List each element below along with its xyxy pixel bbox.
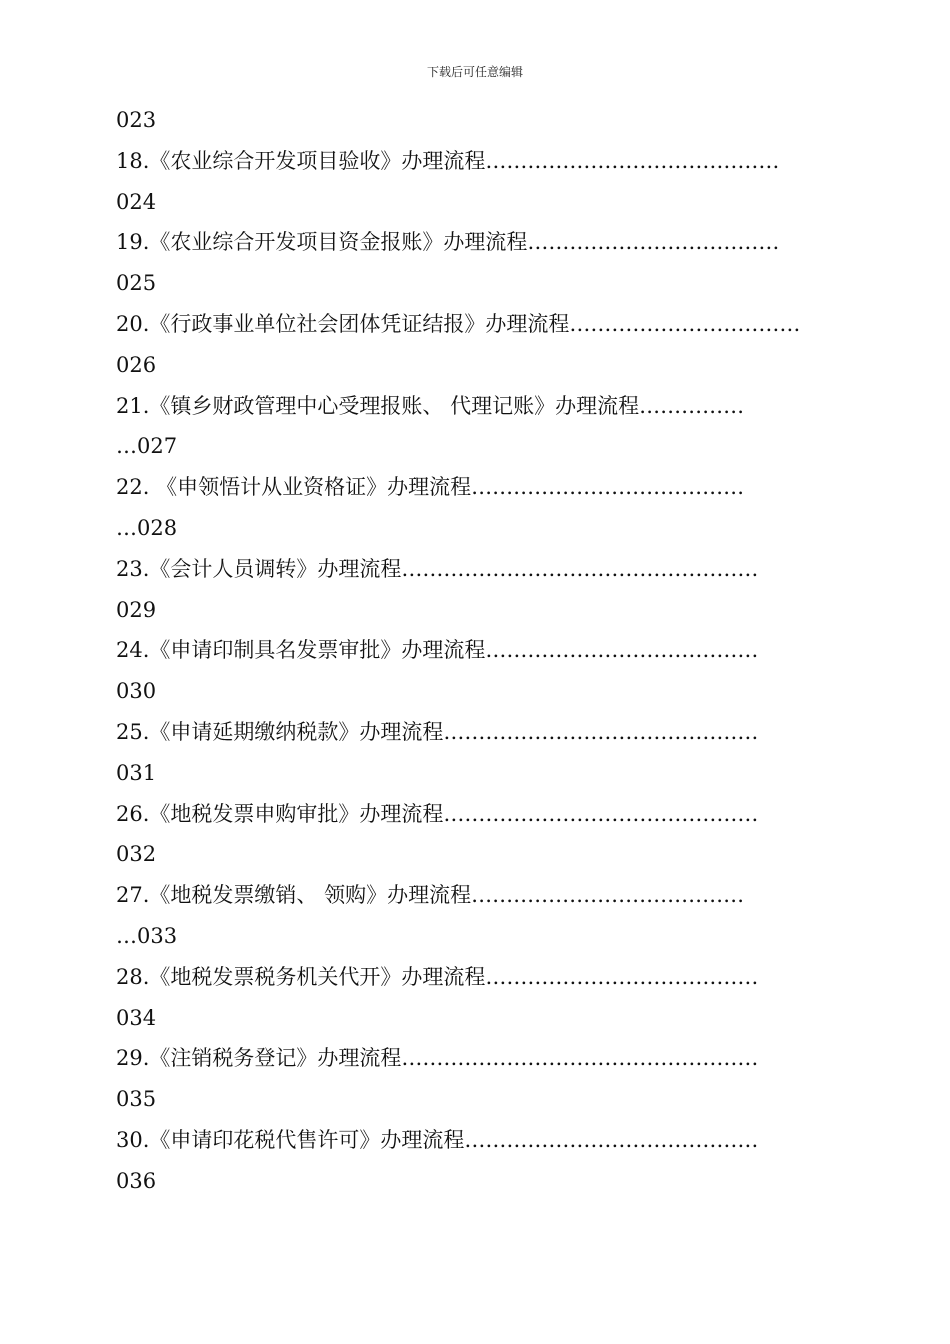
toc-page-number: 035 bbox=[116, 1087, 157, 1112]
toc-entry: 26.《地税发票申购审批》办理流程……………………………………… bbox=[116, 801, 759, 826]
page-header: 下载后可任意编辑 bbox=[426, 65, 523, 79]
toc-entry: 22. 《申领悟计从业资格证》办理流程………………………………… bbox=[116, 475, 745, 500]
toc-page-number: 036 bbox=[116, 1168, 157, 1193]
toc-entry: 25.《申请延期缴纳税款》办理流程……………………………………… bbox=[116, 719, 759, 744]
toc-page-number: 031 bbox=[116, 760, 157, 785]
toc-entry: 18.《农业综合开发项目验收》办理流程…………………………………… bbox=[116, 148, 780, 173]
toc-page-number: 024 bbox=[116, 189, 157, 214]
toc-entry: 30.《申请印花税代售许可》办理流程…………………………………… bbox=[116, 1127, 759, 1152]
toc-entry: 28.《地税发票税务机关代开》办理流程………………………………… bbox=[116, 964, 759, 989]
toc-entry: 24.《申请印制具名发票审批》办理流程………………………………… bbox=[116, 638, 759, 663]
toc-page-number: …033 bbox=[116, 923, 178, 948]
table-of-contents bbox=[116, 100, 846, 1202]
toc-entry: 27.《地税发票缴销、 领购》办理流程………………………………… bbox=[116, 883, 745, 908]
toc-page-number: 029 bbox=[116, 597, 157, 622]
toc-page-number: 034 bbox=[116, 1005, 157, 1030]
toc-page-number: …028 bbox=[116, 515, 178, 540]
toc-page-number: 032 bbox=[116, 842, 157, 867]
toc-page-number: …027 bbox=[116, 434, 178, 459]
toc-page-number: 026 bbox=[116, 352, 157, 377]
toc-entry: 29.《注销税务登记》办理流程…………………………………………… bbox=[116, 1046, 759, 1071]
toc-page-number: 030 bbox=[116, 679, 157, 704]
toc-entry: 21.《镇乡财政管理中心受理报账、 代理记账》办理流程…………… bbox=[116, 393, 745, 418]
toc-entry: 19.《农业综合开发项目资金报账》办理流程……………………………… bbox=[116, 230, 780, 255]
toc-page-number: 025 bbox=[116, 271, 157, 296]
toc-entry: 23.《会计人员调转》办理流程…………………………………………… bbox=[116, 556, 759, 581]
toc-entry: 20.《行政事业单位社会团体凭证结报》办理流程…………………………… bbox=[116, 311, 801, 336]
toc-page-number: 023 bbox=[116, 108, 157, 132]
